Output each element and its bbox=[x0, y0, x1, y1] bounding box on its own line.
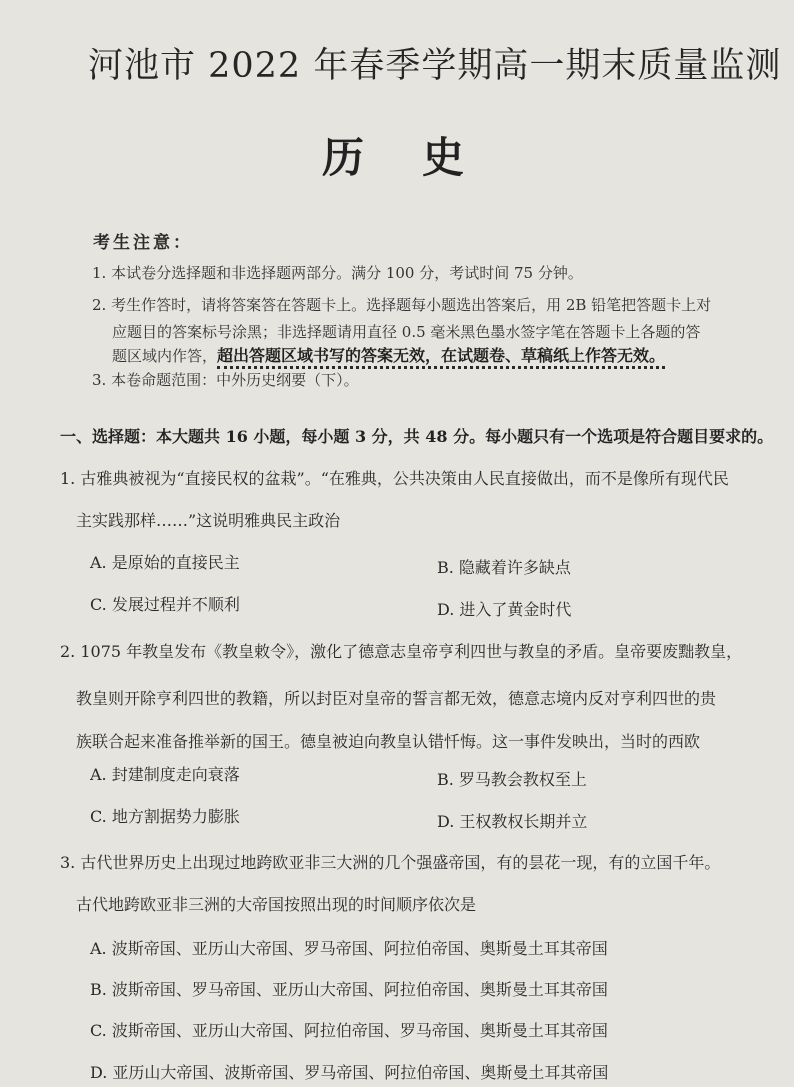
question-3-option-c: C. 波斯帝国、亚历山大帝国、阿拉伯帝国、罗马帝国、奥斯曼土耳其帝国 bbox=[90, 1021, 608, 1040]
question-2-line-1: 2. 1075 年教皇发布《教皇敕令》，激化了德意志皇帝亨利四世与教皇的矛盾。皇帝要废黜教皇， bbox=[60, 642, 743, 661]
notice-item-3: 3. 本卷命题范围：中外历史纲要（下）。 bbox=[92, 371, 359, 389]
notice-item-2: 2. 考生作答时，请将答案答在答题卡上。选择题每小题选出答案后，用 2B 铅笔把答题卡上对 bbox=[92, 296, 712, 314]
question-1-option-d: D. 进入了黄金时代 bbox=[437, 600, 572, 619]
question-2-line-2: 教皇则开除亨利四世的教籍，所以封臣对皇帝的誓言都无效，德意志境内反对亨利四世的贵 bbox=[76, 689, 717, 708]
notice-item-2-end bbox=[112, 343, 665, 366]
subject-title: 历史 bbox=[322, 133, 523, 182]
question-3-line-1: 3. 古代世界历史上出现过地跨欧亚非三大洲的几个强盛帝国，有的昙花一现，有的立国千年。 bbox=[60, 853, 721, 872]
question-3-option-d: D. 亚历山大帝国、波斯帝国、罗马帝国、阿拉伯帝国、奥斯曼土耳其帝国 bbox=[90, 1063, 609, 1082]
question-3-option-a: A. 波斯帝国、亚历山大帝国、罗马帝国、阿拉伯帝国、奥斯曼土耳其帝国 bbox=[90, 939, 608, 958]
question-1-line-2: 主实践那样……”这说明雅典民主政治 bbox=[76, 511, 341, 530]
notice-item-2-tail: 题区域内作答， bbox=[112, 347, 218, 365]
section-heading: 一、选择题：本大题共 16 小题，每小题 3 分，共 48 分。每小题只有一个选项是符合题目要求的。 bbox=[60, 427, 774, 446]
question-2-option-a: A. 封建制度走向衰落 bbox=[90, 765, 240, 784]
notice-heading: 考生注意： bbox=[93, 233, 193, 253]
exam-title: 河池市 2022 年春季学期高一期末质量监测 bbox=[88, 46, 782, 86]
question-1-option-c: C. 发展过程并不顺利 bbox=[90, 595, 240, 614]
question-2-option-c: C. 地方割据势力膨胀 bbox=[90, 807, 240, 826]
question-2-option-b: B. 罗马教会教权至上 bbox=[437, 770, 587, 789]
question-1-line-1: 1. 古雅典被视为“直接民权的盆栽”。“在雅典，公共决策由人民直接做出，而不是像所有现代民 bbox=[60, 469, 729, 488]
question-1-option-b: B. 隐藏着许多缺点 bbox=[437, 558, 571, 577]
notice-item-2-cont: 应题目的答案标号涂黑；非选择题请用直径 0.5 毫米黑色墨水签字笔在答题卡上各题的答 bbox=[112, 323, 701, 341]
notice-emphasis: 超出答题区域书写的答案无效，在试题卷、草稿纸上作答无效。 bbox=[217, 346, 665, 369]
question-2-option-d: D. 王权教权长期并立 bbox=[437, 812, 588, 831]
notice-item-1: 1. 本试卷分选择题和非选择题两部分。满分 100 分，考试时间 75 分钟。 bbox=[92, 264, 583, 282]
question-2-line-3: 族联合起来准备推举新的国王。德皇被迫向教皇认错忏悔。这一事件发映出，当时的西欧 bbox=[76, 732, 701, 751]
question-1-option-a: A. 是原始的直接民主 bbox=[90, 553, 240, 572]
question-3-option-b: B. 波斯帝国、罗马帝国、亚历山大帝国、阿拉伯帝国、奥斯曼土耳其帝国 bbox=[90, 980, 608, 999]
question-3-line-2: 古代地跨欧亚非三洲的大帝国按照出现的时间顺序依次是 bbox=[76, 895, 477, 914]
